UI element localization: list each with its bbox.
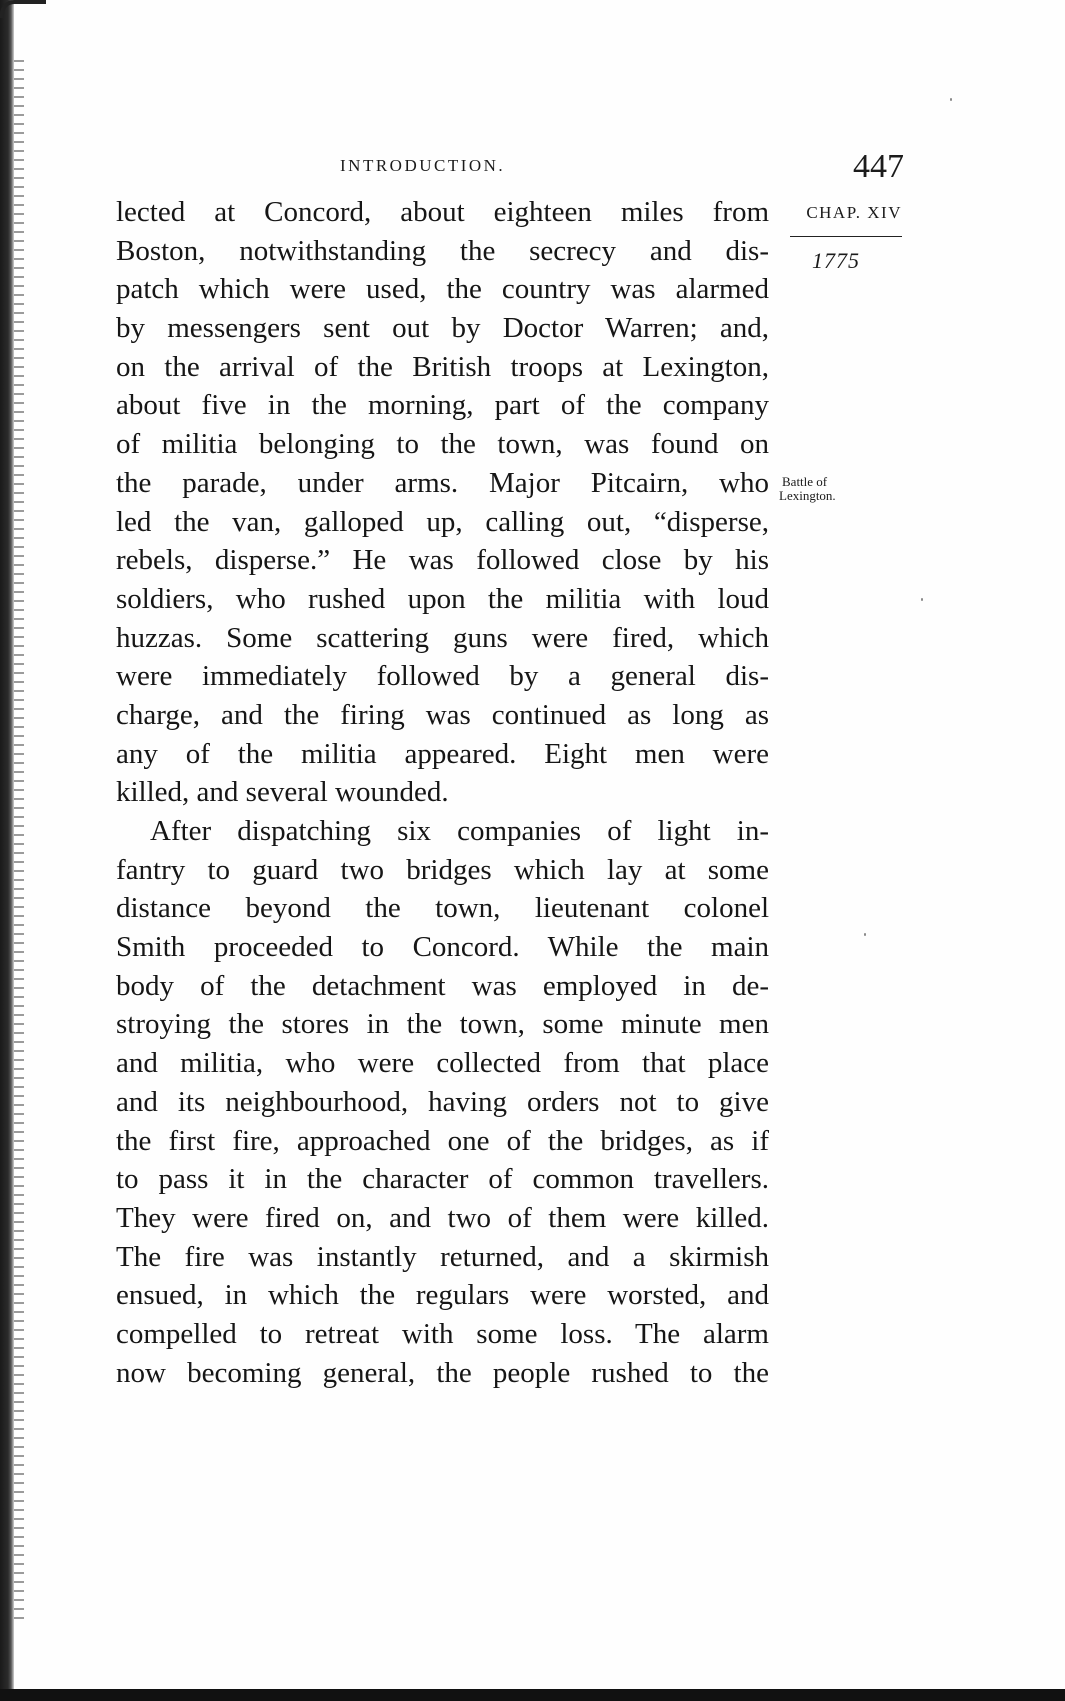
text-line: charge, and the firing was continued as long as <box>116 698 769 731</box>
text-line: The fire was instantly returned, and a skirmish <box>116 1240 769 1273</box>
text-line: any of the militia appeared. Eight men were <box>116 737 769 770</box>
text-line: patch which were used, the country was alarmed <box>116 273 769 306</box>
text-line: on the arrival of the British troops at Lexington, <box>116 350 769 383</box>
binding-edge <box>0 0 14 1701</box>
year-marker: 1775 <box>812 248 860 273</box>
text-line: by messengers sent out by Doctor Warren; and, <box>116 312 769 345</box>
text-line: stroying the stores in the town, some minute men <box>116 1008 769 1041</box>
text-line: and its neighbourhood, having orders not to give <box>116 1085 769 1118</box>
text-line: the first fire, approached one of the bridges, as if <box>116 1124 769 1157</box>
scan-speck <box>921 598 923 601</box>
text-line: led the van, galloped up, calling out, “disperse, <box>116 505 769 538</box>
text-line: After dispatching six companies of light in- <box>150 815 769 847</box>
text-line: now becoming general, the people rushed to the <box>116 1356 769 1389</box>
text-line: were immediately followed by a general dis- <box>116 660 769 693</box>
running-head: INTRODUCTION. <box>340 156 506 175</box>
text-line: and militia, who were collected from that place <box>116 1047 769 1080</box>
text-line: the parade, under arms. Major Pitcairn, who <box>116 466 769 499</box>
scan-speck <box>864 933 866 936</box>
text-line: ensued, in which the regulars were worsted, and <box>116 1279 769 1312</box>
scan-speck <box>950 98 952 101</box>
text-line: of militia belonging to the town, was found on <box>116 428 769 461</box>
text-line: Boston, notwithstanding the secrecy and dis- <box>116 234 769 267</box>
margin-note-line: Lexington. <box>779 488 836 503</box>
text-line: huzzas. Some scattering guns were fired, which <box>116 621 769 654</box>
text-line: killed, and several wounded. <box>116 776 449 809</box>
text-line: compelled to retreat with some loss. The alarm <box>116 1317 769 1350</box>
chapter-rule <box>790 236 902 237</box>
text-line: rebels, disperse.” He was followed close by his <box>116 544 769 577</box>
text-line: fantry to guard two bridges which lay at some <box>116 853 769 886</box>
text-line: Smith proceeded to Concord. While the main <box>116 931 769 964</box>
text-line: body of the detachment was employed in de- <box>116 969 769 1002</box>
margin-note-line: Battle of <box>782 474 828 489</box>
text-line: They were fired on, and two of them were killed. <box>116 1201 769 1234</box>
margin-note <box>779 475 836 503</box>
binding-hook <box>0 0 46 18</box>
paragraph <box>116 812 769 1392</box>
chapter-marker: CHAP. XIV <box>806 203 902 222</box>
text-line: distance beyond the town, lieutenant colonel <box>116 892 769 925</box>
bottom-edge <box>0 1689 1065 1701</box>
binding-shadow <box>14 60 24 1620</box>
body-text <box>116 193 769 1392</box>
page-number: 447 <box>853 148 904 185</box>
text-line: to pass it in the character of common travellers. <box>116 1163 769 1196</box>
text-line: soldiers, who rushed upon the militia with loud <box>116 582 769 615</box>
text-line: lected at Concord, about eighteen miles from <box>116 196 769 228</box>
text-line: about five in the morning, part of the company <box>116 389 769 422</box>
paragraph <box>116 193 769 812</box>
